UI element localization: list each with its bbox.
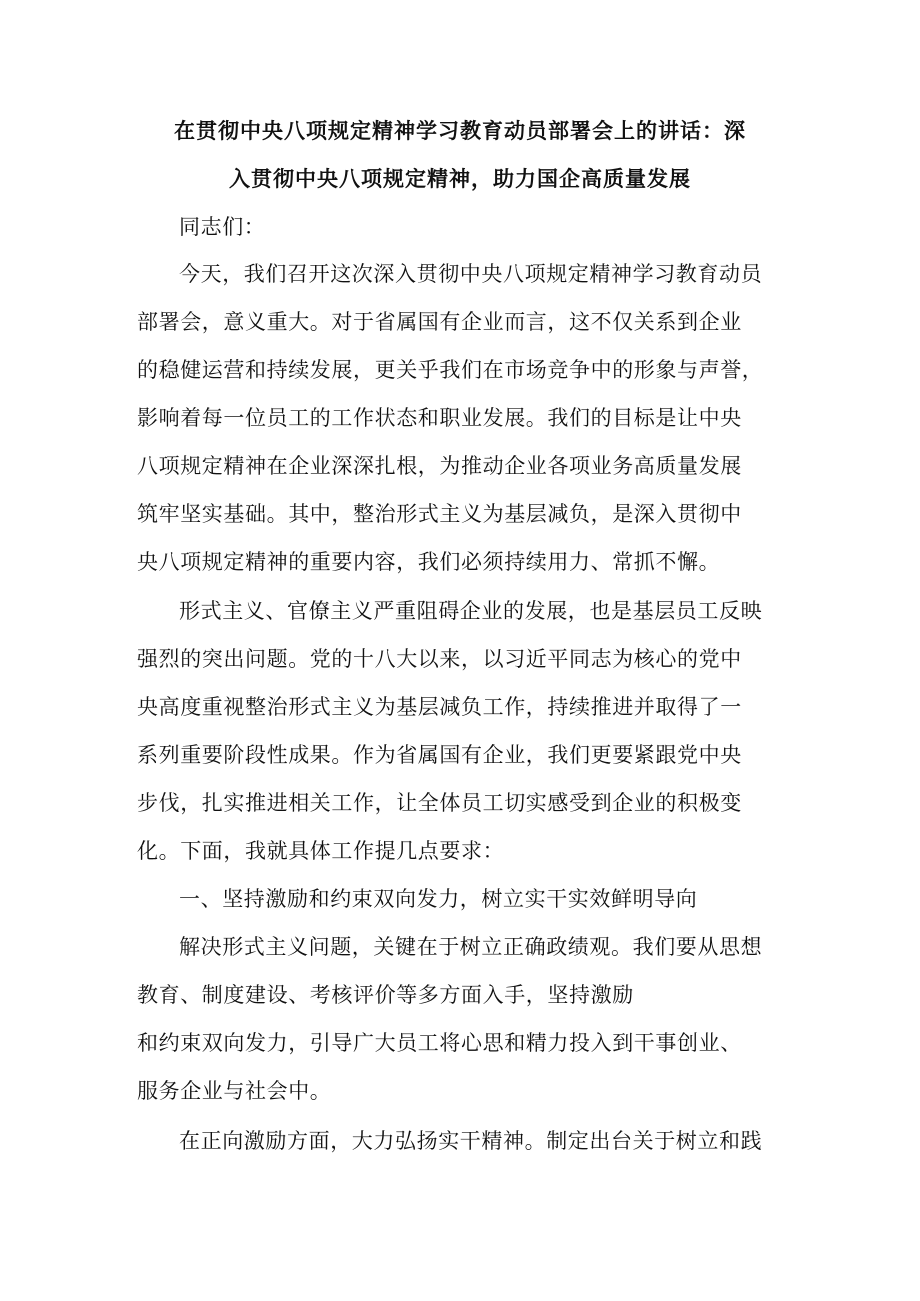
body-line: 形式主义、官僚主义严重阻碍企业的发展，也是基层员工反映 — [179, 599, 763, 623]
body-line: 八项规定精神在企业深深扎根，为推动企业各项业务高质量发展 — [137, 454, 742, 478]
body-line: 强烈的突出问题。党的十八大以来，以习近平同志为核心的党中 — [137, 647, 742, 671]
body-line: 和约束双向发力，引导广大员工将心思和精力投入到干事创业、 — [137, 1031, 742, 1055]
body-line: 央八项规定精神的重要内容，我们必须持续用力、常抓不懈。 — [137, 550, 721, 574]
body-line: 服务企业与社会中。 — [137, 1079, 332, 1103]
document-title-line-1: 在贯彻中央八项规定精神学习教育动员部署会上的讲话：深 — [174, 119, 746, 143]
body-line: 筑牢坚实基础。其中，整治形式主义为基层减负，是深入贯彻中 — [137, 502, 742, 526]
body-line: 央高度重视整治形式主义为基层减负工作，持续推进并取得了一 — [137, 695, 742, 719]
body-line: 系列重要阶段性成果。作为省属国有企业，我们更要紧跟党中央 — [137, 743, 742, 767]
body-line: 解决形式主义问题，关键在于树立正确政绩观。我们要从思想 — [179, 935, 763, 959]
salutation: 同志们： — [179, 215, 266, 239]
body-line: 部署会，意义重大。对于省属国有企业而言，这不仅关系到企业 — [137, 310, 742, 334]
body-line: 今天，我们召开这次深入贯彻中央八项规定精神学习教育动员 — [179, 262, 763, 286]
section-heading: 一、坚持激励和约束双向发力，树立实干实效鲜明导向 — [179, 887, 698, 911]
body-line: 影响着每一位员工的工作状态和职业发展。我们的目标是让中央 — [137, 406, 742, 430]
body-line: 的稳健运营和持续发展，更关乎我们在市场竞争中的形象与声誉， — [137, 358, 764, 382]
document-title-line-2: 入贯彻中央八项规定精神，助力国企高质量发展 — [229, 167, 691, 191]
body-line: 步伐，扎实推进相关工作，让全体员工切实感受到企业的积极变 — [137, 791, 742, 815]
body-line: 化。下面，我就具体工作提几点要求： — [137, 839, 505, 863]
body-line: 教育、制度建设、考核评价等多方面入手，坚持激励 — [137, 983, 634, 1007]
body-line: 在正向激励方面，大力弘扬实干精神。制定出台关于树立和践 — [179, 1129, 763, 1153]
